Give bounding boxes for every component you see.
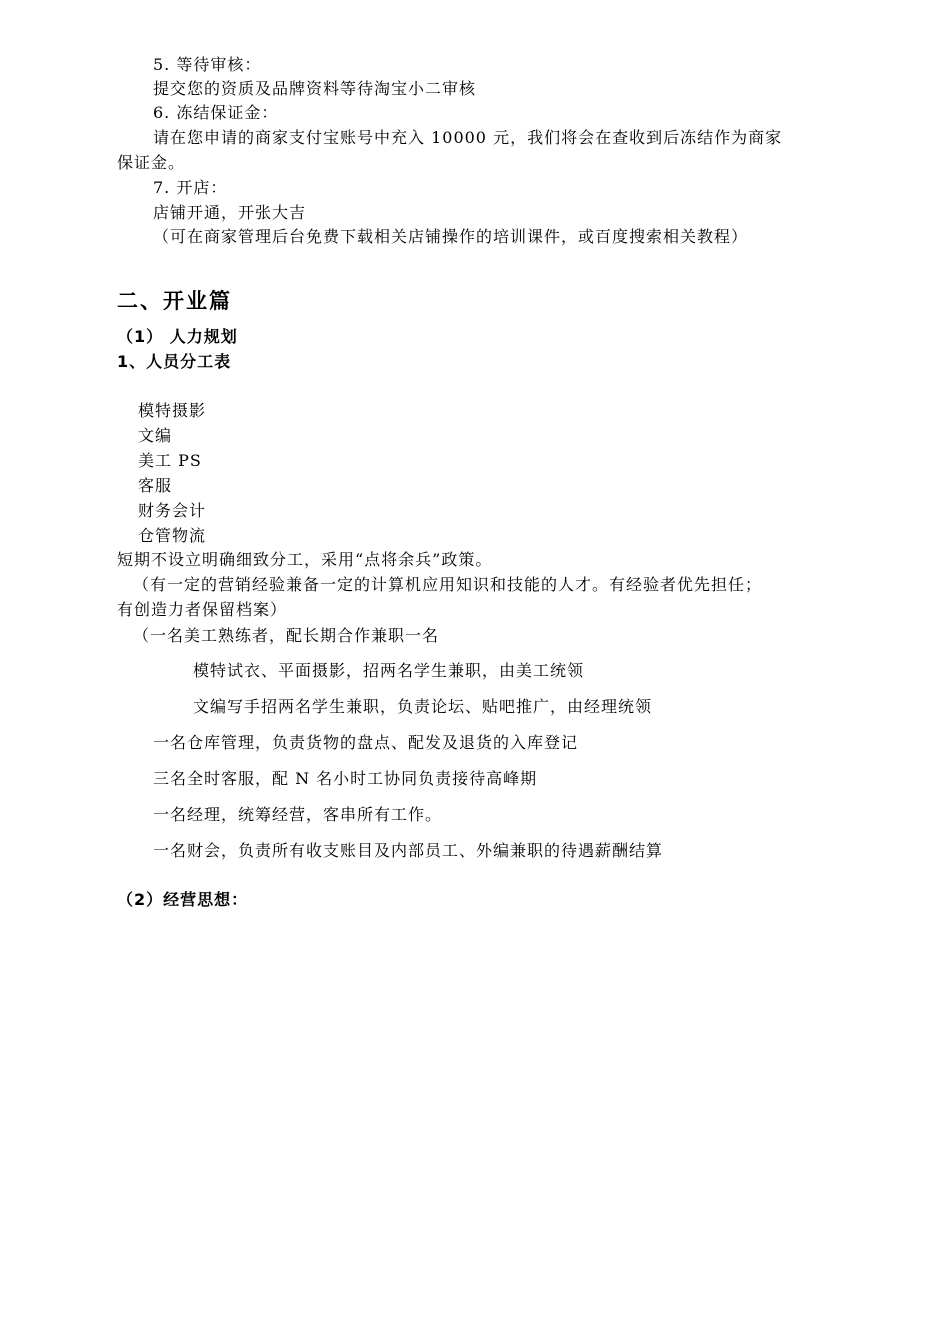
step5-body: 提交您的资质及品牌资料等待淘宝小二审核 — [153, 79, 477, 98]
subsection-heading-1: （1） 人力规划 — [117, 327, 238, 346]
step7-body: 店铺开通，开张大吉 — [153, 203, 307, 222]
role-item: 模特摄影 — [138, 401, 207, 420]
role-item: 文编 — [138, 426, 173, 445]
step6-body-line2: 保证金。 — [117, 153, 186, 172]
step5-title: 5. 等待审核： — [153, 55, 262, 74]
step6-body-line1: 请在您申请的商家支付宝账号中充入 10000 元，我们将会在查收到后冻结作为商家 — [153, 128, 783, 147]
role-item: 财务会计 — [138, 501, 207, 520]
step7-note: （可在商家管理后台免费下载相关店铺操作的培训课件，或百度搜索相关教程） — [153, 227, 749, 246]
step6-title: 6. 冻结保证金： — [153, 103, 279, 122]
staffing-finance: 一名财会，负责所有收支账目及内部员工、外编兼职的待遇薪酬结算 — [153, 841, 664, 860]
section-heading: 二、开业篇 — [117, 289, 232, 313]
step7-title: 7. 开店： — [153, 178, 228, 197]
role-item: 仓管物流 — [138, 526, 207, 545]
staffing-warehouse: 一名仓库管理，负责货物的盘点、配发及退货的入库登记 — [153, 733, 579, 752]
staffing-manager: 一名经理，统筹经营，客串所有工作。 — [153, 805, 443, 824]
requirement-line1: （有一定的营销经验兼备一定的计算机应用知识和技能的人才。有经验者优先担任； — [133, 575, 763, 594]
staffing-service: 三名全时客服，配 N 名小时工协同负责接待高峰期 — [153, 769, 538, 788]
staffing-writer: 文编写手招两名学生兼职，负责论坛、贴吧推广，由经理统领 — [193, 697, 653, 716]
staffing-model: 模特试衣、平面摄影，招两名学生兼职，由美工统领 — [193, 661, 585, 680]
role-item: 美工 PS — [138, 451, 202, 470]
subsection-heading-2: （2）经营思想： — [117, 890, 249, 909]
staffing-intro: （一名美工熟练者，配长期合作兼职一名 — [133, 626, 440, 645]
policy-text: 短期不设立明确细致分工，采用“点将余兵”政策。 — [117, 550, 493, 569]
requirement-line2: 有创造力者保留档案） — [117, 600, 288, 619]
role-item: 客服 — [138, 476, 173, 495]
staff-table-heading: 1、人员分工表 — [117, 352, 232, 371]
